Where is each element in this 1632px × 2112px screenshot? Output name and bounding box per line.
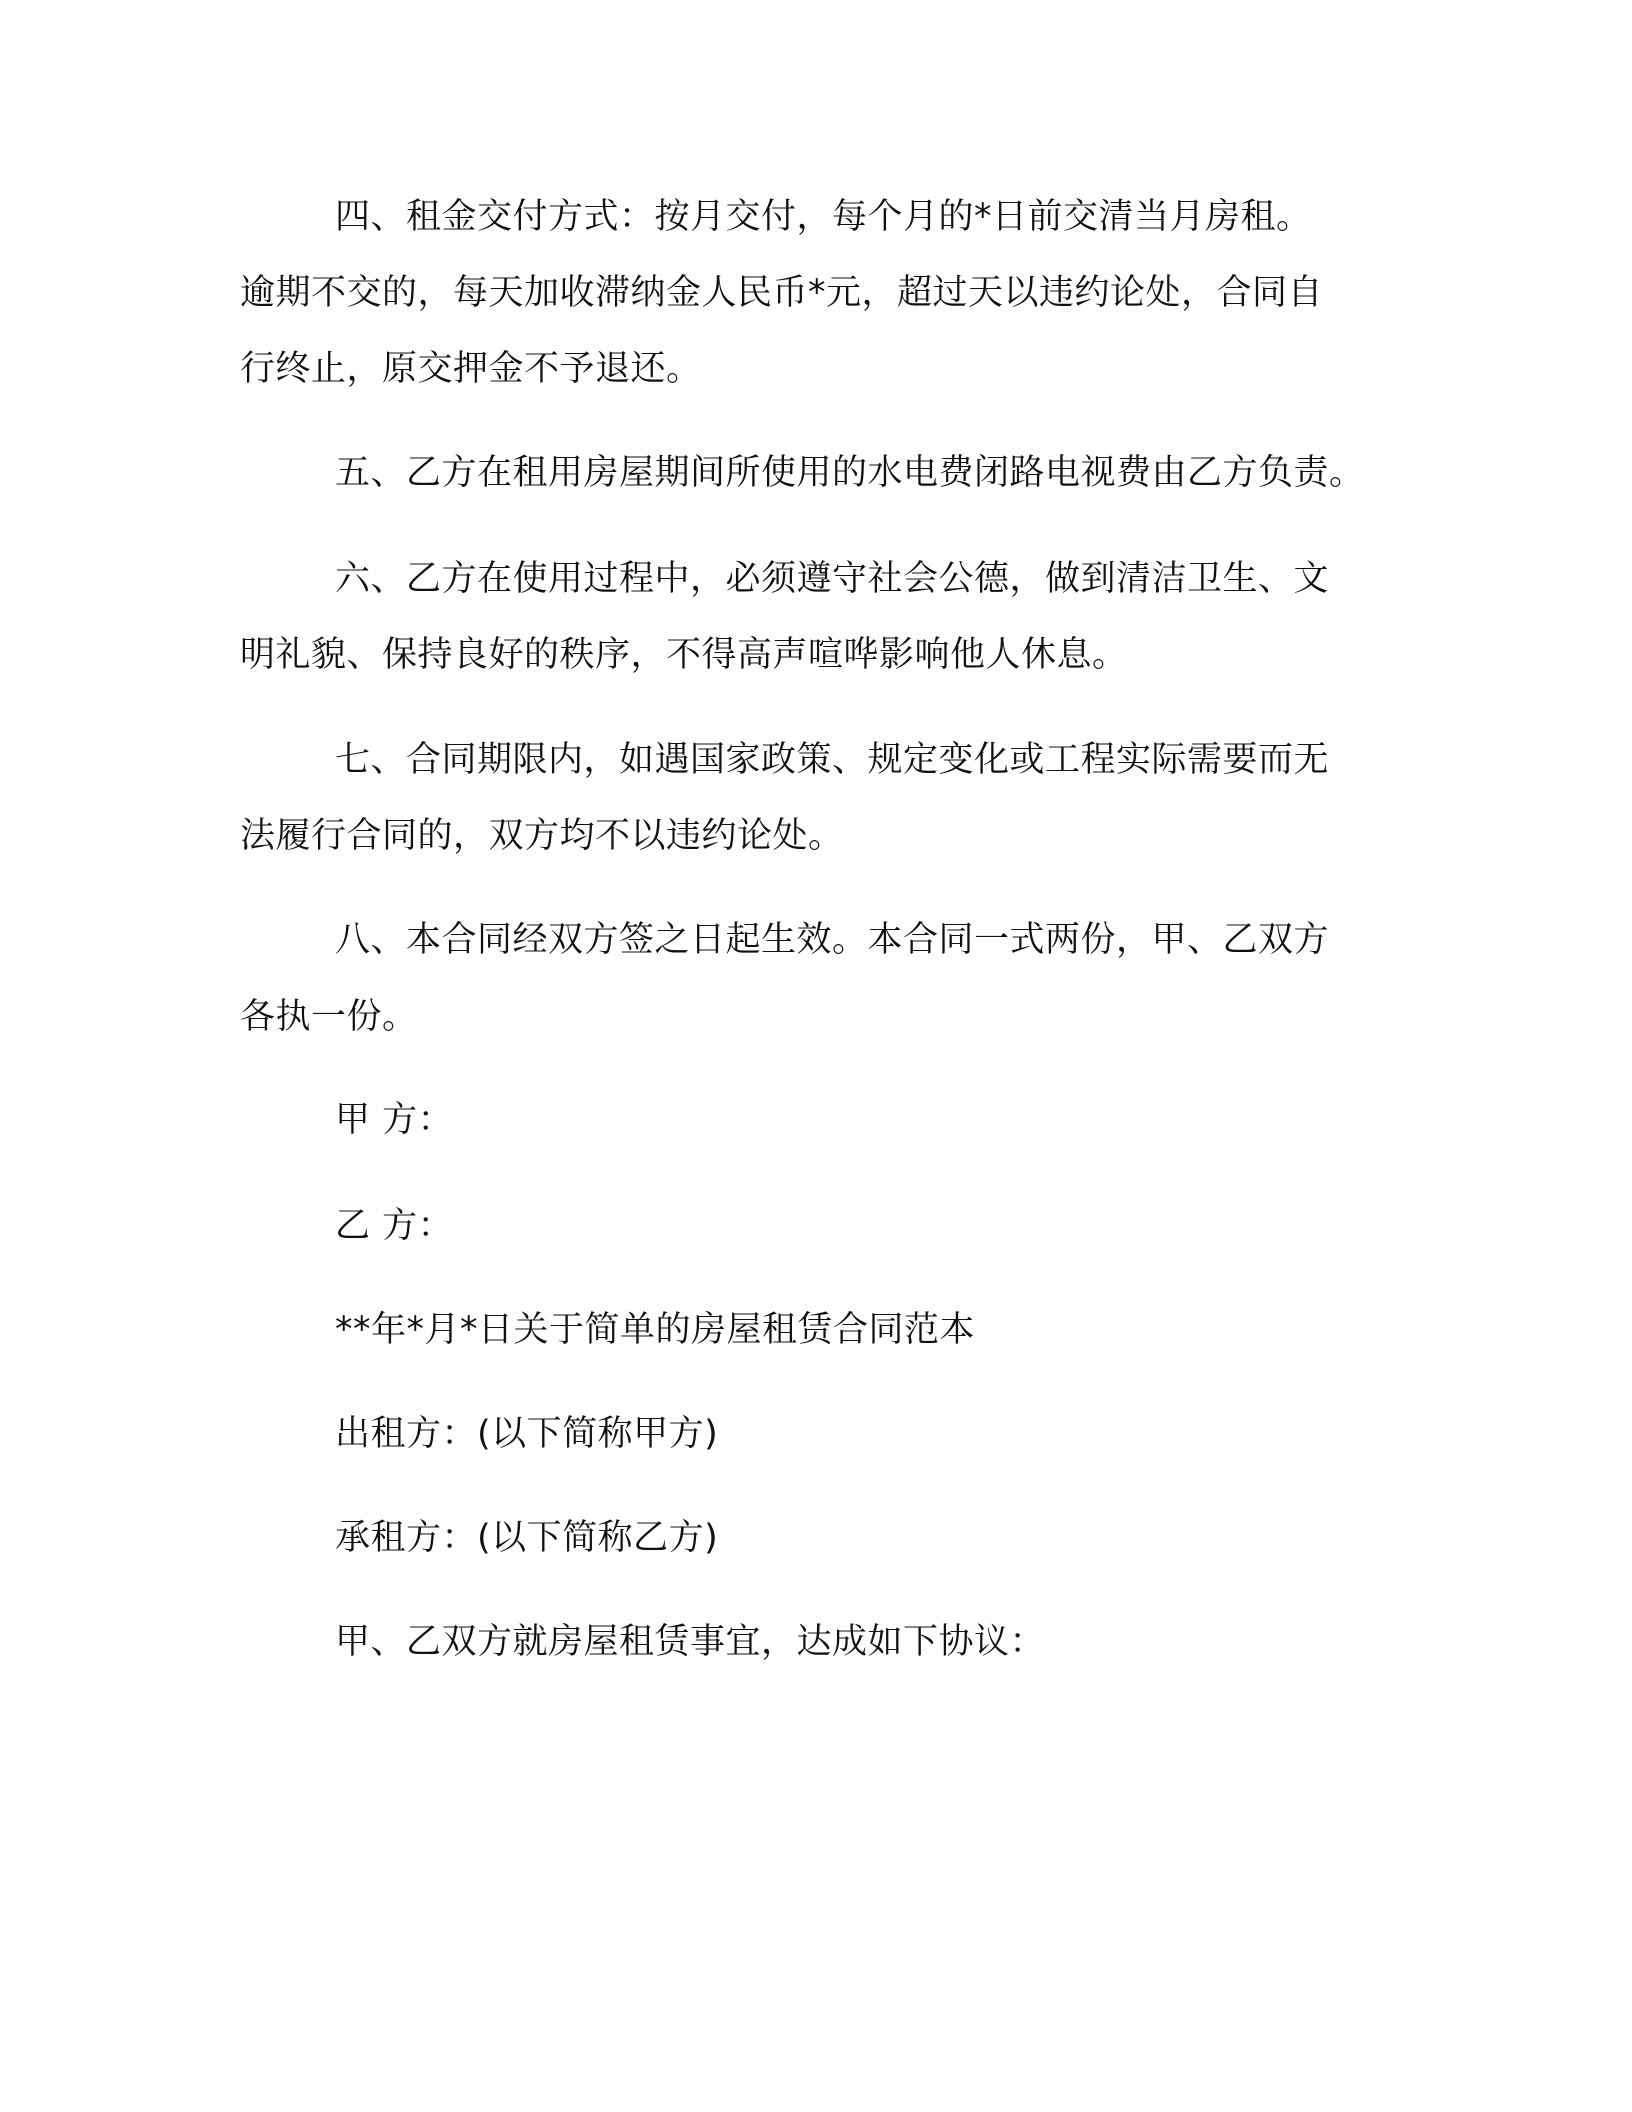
party-b-label: 乙 方： bbox=[335, 1206, 454, 1246]
agreement-intro-line: 甲、乙双方就房屋租赁事宜，达成如下协议： bbox=[335, 1622, 1046, 1662]
party-a-label: 甲 方： bbox=[335, 1100, 454, 1140]
clause-6-line-1: 六、乙方在使用过程中，必须遵守社会公德，做到清洁卫生、文 bbox=[335, 559, 1330, 599]
clause-7-line-1: 七、合同期限内，如遇国家政策、规定变化或工程实际需要而无 bbox=[335, 740, 1330, 780]
clause-8-line-1: 八、本合同经双方签之日起生效。本合同一式两份，甲、乙双方 bbox=[335, 920, 1330, 960]
lessor-line: 出租方：(以下简称甲方) bbox=[335, 1414, 719, 1454]
clause-8-line-2: 各执一份。 bbox=[240, 997, 418, 1037]
clause-6-line-2: 明礼貌、保持良好的秩序，不得高声喧哗影响他人休息。 bbox=[240, 635, 1128, 675]
lessee-line: 承租方：(以下简称乙方) bbox=[335, 1518, 719, 1558]
clause-4-line-2: 逾期不交的，每天加收滞纳金人民币*元，超过天以违约论处，合同自 bbox=[240, 273, 1324, 313]
clause-4-line-1: 四、租金交付方式：按月交付，每个月的*日前交清当月房租。 bbox=[335, 197, 1312, 237]
clause-5-line-1: 五、乙方在租用房屋期间所使用的水电费闭路电视费由乙方负责。 bbox=[335, 453, 1365, 493]
clause-4-line-3: 行终止，原交押金不予退还。 bbox=[240, 349, 702, 389]
date-title-line: **年*月*日关于简单的房屋租赁合同范本 bbox=[335, 1310, 976, 1350]
clause-7-line-2: 法履行合同的，双方均不以违约论处。 bbox=[240, 816, 844, 856]
